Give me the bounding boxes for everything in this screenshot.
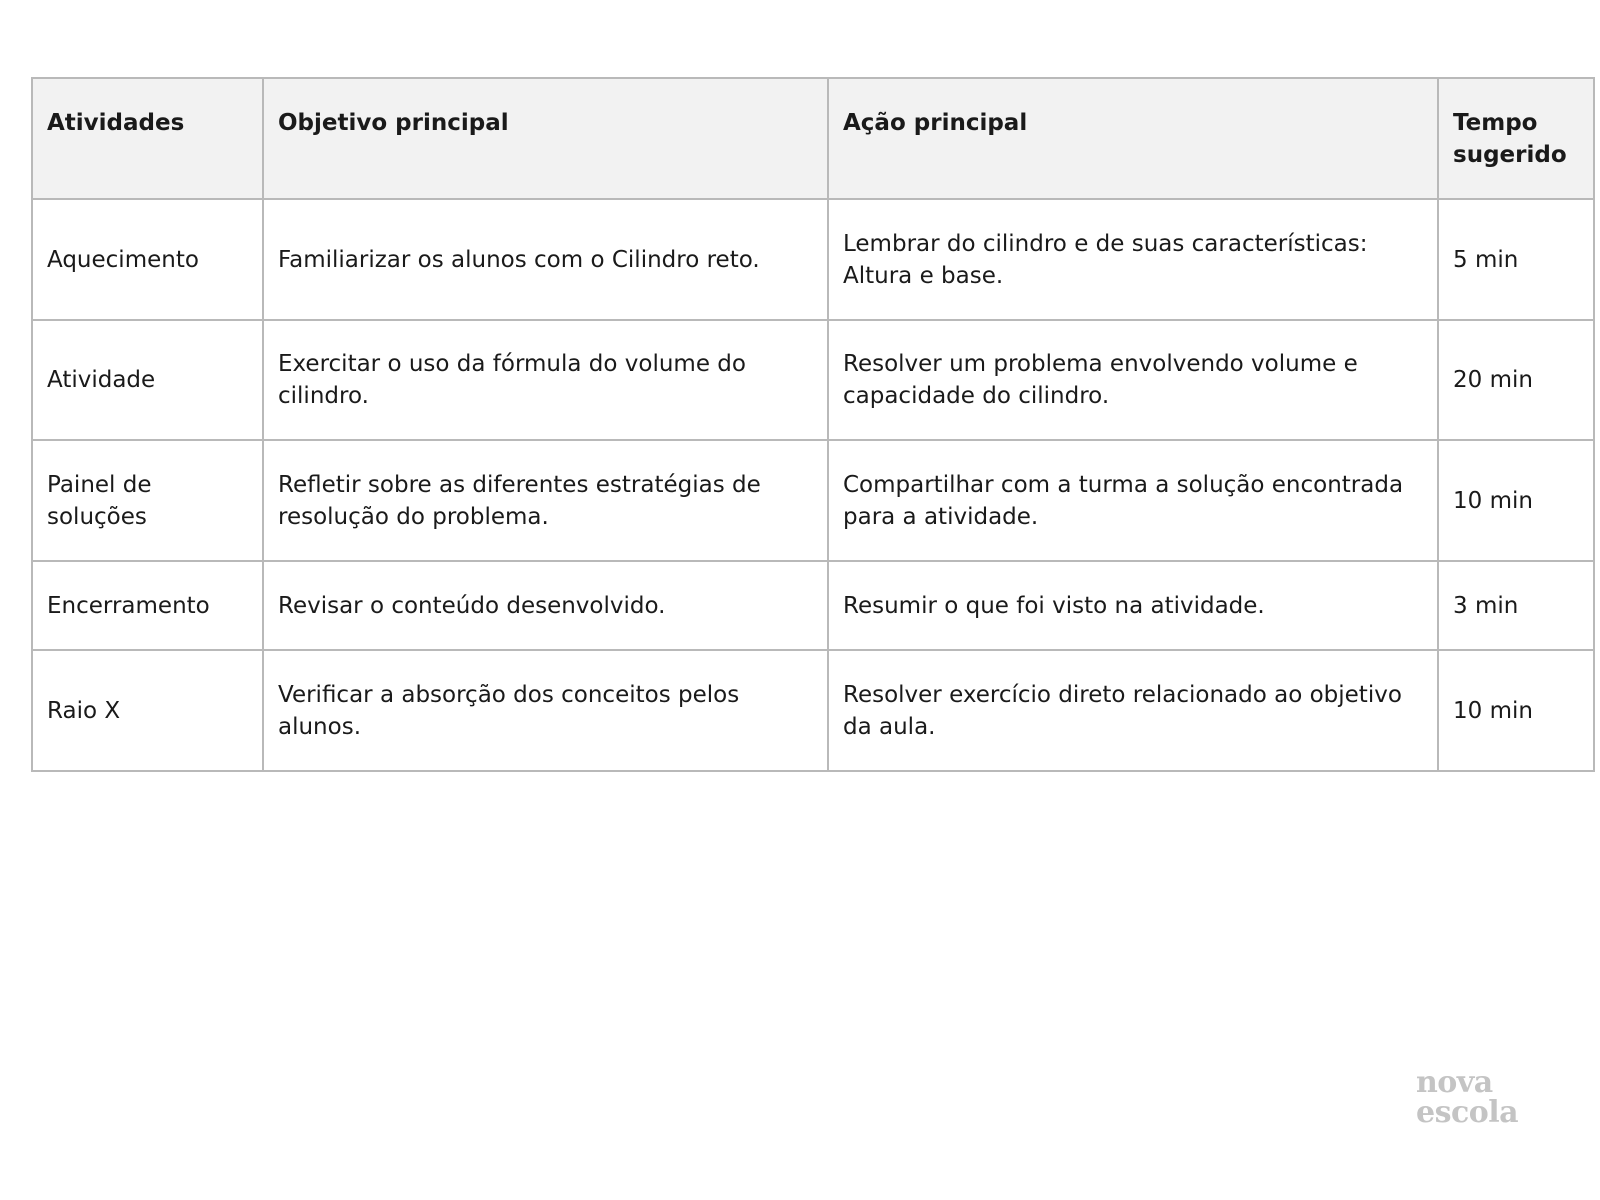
cell-objetivo: Exercitar o uso da fórmula do volume do cilindro. xyxy=(263,320,828,440)
header-acao: Ação principal xyxy=(828,78,1438,199)
cell-acao: Compartilhar com a turma a solução encontrada para a atividade. xyxy=(828,440,1438,561)
cell-objetivo: Familiarizar os alunos com o Cilindro reto. xyxy=(263,199,828,320)
table-row xyxy=(32,320,1594,440)
cell-atividade: Atividade xyxy=(32,320,263,440)
header-objetivo: Objetivo principal xyxy=(263,78,828,199)
lesson-plan-table xyxy=(31,77,1595,772)
table-body xyxy=(32,199,1594,771)
logo-line-escola: escola xyxy=(1416,1095,1519,1130)
cell-atividade: Encerramento xyxy=(32,561,263,650)
cell-tempo: 10 min xyxy=(1438,650,1594,771)
cell-objetivo: Refletir sobre as diferentes estratégias de resolução do problema. xyxy=(263,440,828,561)
cell-tempo: 5 min xyxy=(1438,199,1594,320)
cell-tempo: 10 min xyxy=(1438,440,1594,561)
cell-acao: Resumir o que foi visto na atividade. xyxy=(828,561,1438,650)
table-row xyxy=(32,561,1594,650)
header-tempo: Tempo sugerido xyxy=(1438,78,1594,199)
cell-tempo: 3 min xyxy=(1438,561,1594,650)
cell-atividade: Painel de soluções xyxy=(32,440,263,561)
logo-line-nova: nova xyxy=(1416,1065,1493,1100)
nova-escola-logo xyxy=(1416,1065,1519,1130)
table-row xyxy=(32,650,1594,771)
cell-acao: Lembrar do cilindro e de suas características: Altura e base. xyxy=(828,199,1438,320)
cell-objetivo: Verificar a absorção dos conceitos pelos alunos. xyxy=(263,650,828,771)
cell-acao: Resolver um problema envolvendo volume e capacidade do cilindro. xyxy=(828,320,1438,440)
table-header xyxy=(32,78,1594,199)
cell-objetivo: Revisar o conteúdo desenvolvido. xyxy=(263,561,828,650)
header-atividades: Atividades xyxy=(32,78,263,199)
table-row xyxy=(32,440,1594,561)
cell-acao: Resolver exercício direto relacionado ao objetivo da aula. xyxy=(828,650,1438,771)
cell-tempo: 20 min xyxy=(1438,320,1594,440)
cell-atividade: Raio X xyxy=(32,650,263,771)
cell-atividade: Aquecimento xyxy=(32,199,263,320)
table-row xyxy=(32,199,1594,320)
header-row xyxy=(32,78,1594,199)
